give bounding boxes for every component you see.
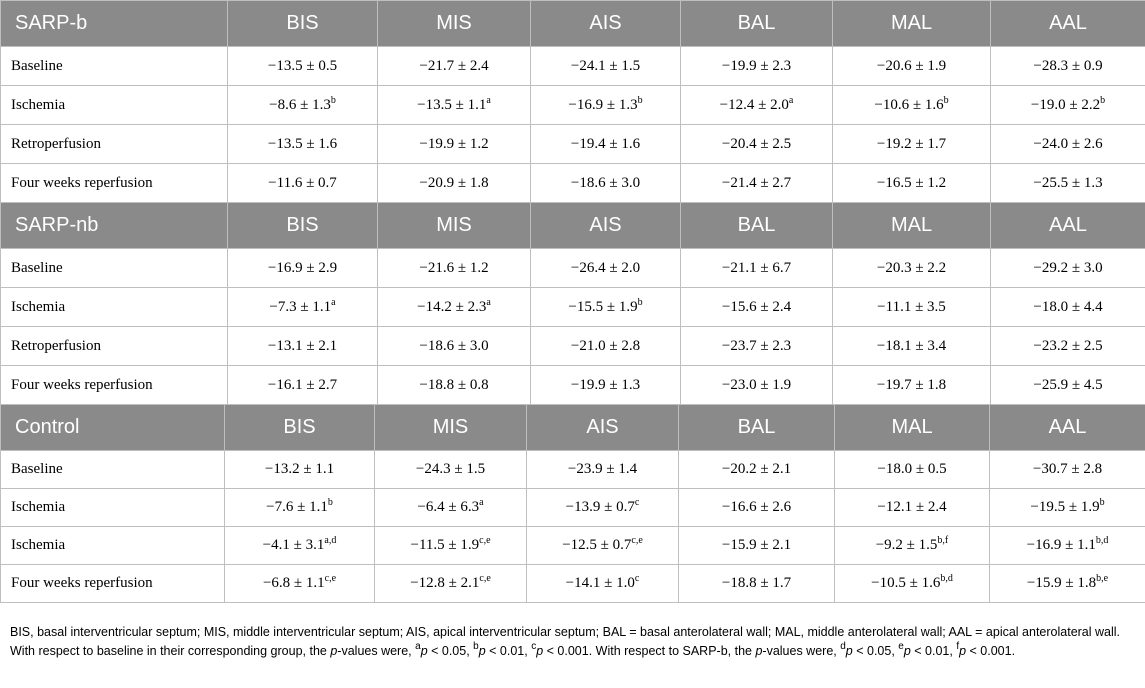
table-cell: −19.9 ± 2.3 bbox=[681, 47, 833, 86]
table-cell: −15.6 ± 2.4 bbox=[681, 288, 833, 327]
table-row bbox=[1, 288, 1145, 327]
table-cell: −26.4 ± 2.0 bbox=[531, 249, 681, 288]
row-label: Retroperfusion bbox=[1, 327, 228, 366]
table-cell: −19.4 ± 1.6 bbox=[531, 125, 681, 164]
table-cell: −29.2 ± 3.0 bbox=[991, 249, 1145, 288]
table-cell: −12.1 ± 2.4 bbox=[835, 489, 990, 527]
table-cell: −10.6 ± 1.6$^b$ bbox=[833, 86, 991, 125]
table-cell: −13.9 ± 0.7$^c$ bbox=[527, 489, 679, 527]
row-label: Ischemia bbox=[1, 489, 225, 527]
table-cell: −14.2 ± 2.3$^a$ bbox=[378, 288, 531, 327]
table-cell: −25.5 ± 1.3 bbox=[991, 164, 1145, 203]
table-row bbox=[1, 565, 1145, 603]
table-cell: $-6.8 \pm 1.1^{c,e}$ bbox=[225, 565, 375, 603]
table-cell: −20.3 ± 2.2 bbox=[833, 249, 991, 288]
column-header: MIS bbox=[378, 203, 531, 249]
group-table-sarp-b bbox=[0, 0, 1145, 203]
table-row bbox=[1, 489, 1145, 527]
column-header: BIS bbox=[225, 405, 375, 451]
table-cell: $-9.2 \pm 1.5^{b,f}$ bbox=[835, 527, 990, 565]
column-header: MAL bbox=[833, 1, 991, 47]
table-cell: −23.0 ± 1.9 bbox=[681, 366, 833, 405]
table-row bbox=[1, 125, 1145, 164]
footnote-baseline-intro: With respect to baseline in their corresponding group, the bbox=[10, 644, 327, 658]
table-cell: −19.5 ± 1.9$^b$ bbox=[990, 489, 1145, 527]
table-cell: $-15.9 \pm 1.8^{b,e}$ bbox=[990, 565, 1145, 603]
row-label: Ischemia bbox=[1, 288, 228, 327]
column-header: AAL bbox=[990, 405, 1145, 451]
row-label: Baseline bbox=[1, 249, 228, 288]
column-header: MIS bbox=[375, 405, 527, 451]
group-header bbox=[1, 1, 1145, 47]
table-cell: −16.1 ± 2.7 bbox=[228, 366, 378, 405]
table-cell: −13.2 ± 1.1 bbox=[225, 451, 375, 489]
table-row bbox=[1, 164, 1145, 203]
group-header bbox=[1, 203, 1145, 249]
row-label: Ischemia bbox=[1, 86, 228, 125]
table-cell: −28.3 ± 0.9 bbox=[991, 47, 1145, 86]
table-cell: −18.6 ± 3.0 bbox=[378, 327, 531, 366]
table-cell: $-16.9 \pm 1.1^{b,d}$ bbox=[990, 527, 1145, 565]
row-label: Four weeks reperfusion bbox=[1, 366, 228, 405]
table-row bbox=[1, 249, 1145, 288]
table-cell: −11.1 ± 3.5 bbox=[833, 288, 991, 327]
footnote-abbreviations: BIS, basal interventricular septum; MIS, middle interventricular septum; AIS, apical interventricular septum; BAL = basal anterolateral wall; MAL, middle anterolateral wall; AAL = apical anterolateral wall. bbox=[10, 625, 1121, 639]
table-cell: −19.7 ± 1.8 bbox=[833, 366, 991, 405]
table-cell: −19.0 ± 2.2$^b$ bbox=[991, 86, 1145, 125]
footnote-sarp-intro: With respect to SARP-b, the bbox=[595, 644, 752, 658]
column-header: MAL bbox=[835, 405, 990, 451]
table-row bbox=[1, 366, 1145, 405]
group-table-control bbox=[0, 404, 1145, 603]
table-cell: −13.1 ± 2.1 bbox=[228, 327, 378, 366]
table-cell: $-4.1 \pm 3.1^{a,d}$ bbox=[225, 527, 375, 565]
table-cell: −20.6 ± 1.9 bbox=[833, 47, 991, 86]
table-cell: −23.9 ± 1.4 bbox=[527, 451, 679, 489]
table-cell: −21.6 ± 1.2 bbox=[378, 249, 531, 288]
table-cell: −18.0 ± 0.5 bbox=[835, 451, 990, 489]
table-cell: −18.8 ± 1.7 bbox=[679, 565, 835, 603]
table-cell: −19.9 ± 1.3 bbox=[531, 366, 681, 405]
table-cell: −30.7 ± 2.8 bbox=[990, 451, 1145, 489]
table-cell: −16.9 ± 2.9 bbox=[228, 249, 378, 288]
row-label: Ischemia bbox=[1, 527, 225, 565]
table-cell: −21.0 ± 2.8 bbox=[531, 327, 681, 366]
column-header: BAL bbox=[681, 1, 833, 47]
table-cell: −20.4 ± 2.5 bbox=[681, 125, 833, 164]
table-cell: −21.4 ± 2.7 bbox=[681, 164, 833, 203]
column-header: AIS bbox=[531, 1, 681, 47]
group-table-sarp-nb bbox=[0, 202, 1145, 405]
group-name: SARP-b bbox=[1, 1, 228, 47]
column-header: AAL bbox=[991, 1, 1145, 47]
table-cell: −18.6 ± 3.0 bbox=[531, 164, 681, 203]
row-label: Four weeks reperfusion bbox=[1, 164, 228, 203]
table-row bbox=[1, 527, 1145, 565]
table-cell: $-11.5 \pm 1.9^{c,e}$ bbox=[375, 527, 527, 565]
table-cell: −11.6 ± 0.7 bbox=[228, 164, 378, 203]
column-header: BIS bbox=[228, 1, 378, 47]
table-cell: −13.5 ± 1.6 bbox=[228, 125, 378, 164]
table-cell: −24.1 ± 1.5 bbox=[531, 47, 681, 86]
table-cell: −7.6 ± 1.1$^b$ bbox=[225, 489, 375, 527]
table-cell: −18.1 ± 3.4 bbox=[833, 327, 991, 366]
table-cell: −16.5 ± 1.2 bbox=[833, 164, 991, 203]
column-header: MIS bbox=[378, 1, 531, 47]
table-cell: −13.5 ± 0.5 bbox=[228, 47, 378, 86]
column-header: AAL bbox=[991, 203, 1145, 249]
table-cell: −12.4 ± 2.0$^a$ bbox=[681, 86, 833, 125]
table-cell: −8.6 ± 1.3$^b$ bbox=[228, 86, 378, 125]
table-cell: −13.5 ± 1.1$^a$ bbox=[378, 86, 531, 125]
table-cell: $-12.8 \pm 2.1^{c,e}$ bbox=[375, 565, 527, 603]
group-name: Control bbox=[1, 405, 225, 451]
table-cell: −23.7 ± 2.3 bbox=[681, 327, 833, 366]
row-label: Four weeks reperfusion bbox=[1, 565, 225, 603]
table-cell: −24.3 ± 1.5 bbox=[375, 451, 527, 489]
table-cell: −7.3 ± 1.1$^a$ bbox=[228, 288, 378, 327]
table-row bbox=[1, 327, 1145, 366]
table-row bbox=[1, 86, 1145, 125]
table-cell: −23.2 ± 2.5 bbox=[991, 327, 1145, 366]
column-header: BAL bbox=[679, 405, 835, 451]
table-cell: −24.0 ± 2.6 bbox=[991, 125, 1145, 164]
column-header: MAL bbox=[833, 203, 991, 249]
table-cell: −18.8 ± 0.8 bbox=[378, 366, 531, 405]
table-cell: −16.9 ± 1.3$^b$ bbox=[531, 86, 681, 125]
column-header: BIS bbox=[228, 203, 378, 249]
table-cell: −21.7 ± 2.4 bbox=[378, 47, 531, 86]
row-label: Baseline bbox=[1, 47, 228, 86]
column-header: AIS bbox=[527, 405, 679, 451]
table-cell: −6.4 ± 6.3$^a$ bbox=[375, 489, 527, 527]
column-header: BAL bbox=[681, 203, 833, 249]
table-cell: −16.6 ± 2.6 bbox=[679, 489, 835, 527]
column-header: AIS bbox=[531, 203, 681, 249]
table-cell: −15.5 ± 1.9$^b$ bbox=[531, 288, 681, 327]
group-name: SARP-nb bbox=[1, 203, 228, 249]
table-footnote: BIS, basal interventricular septum; MIS, middle interventricular septum; AIS, apical interventricular septum; BAL = basal anterolateral wall; MAL, middle anterolateral wall; AAL = apical anterolateral wall. With respect to baseline in their corresponding group, the p-values were, $^a$p < 0.05, $^b$p < 0.01, $^c$p < 0.001. With respect to SARP-b, the p-values were, $^d$p < 0.05, $^e$p < 0.01, $^f$p < 0.001. bbox=[10, 625, 1121, 658]
row-label: Baseline bbox=[1, 451, 225, 489]
table-row bbox=[1, 47, 1145, 86]
group-header bbox=[1, 405, 1145, 451]
table-cell: −25.9 ± 4.5 bbox=[991, 366, 1145, 405]
table-cell: −14.1 ± 1.0$^c$ bbox=[527, 565, 679, 603]
table-cell: −20.2 ± 2.1 bbox=[679, 451, 835, 489]
table-cell: −21.1 ± 6.7 bbox=[681, 249, 833, 288]
table-cell: −18.0 ± 4.4 bbox=[991, 288, 1145, 327]
table-cell: $-10.5 \pm 1.6^{b,d}$ bbox=[835, 565, 990, 603]
table-cell: −19.2 ± 1.7 bbox=[833, 125, 991, 164]
table-cell: $-12.5 \pm 0.7^{c,e}$ bbox=[527, 527, 679, 565]
table-cell: −19.9 ± 1.2 bbox=[378, 125, 531, 164]
table-row bbox=[1, 451, 1145, 489]
row-label: Retroperfusion bbox=[1, 125, 228, 164]
table-cell: −20.9 ± 1.8 bbox=[378, 164, 531, 203]
table-cell: −15.9 ± 2.1 bbox=[679, 527, 835, 565]
